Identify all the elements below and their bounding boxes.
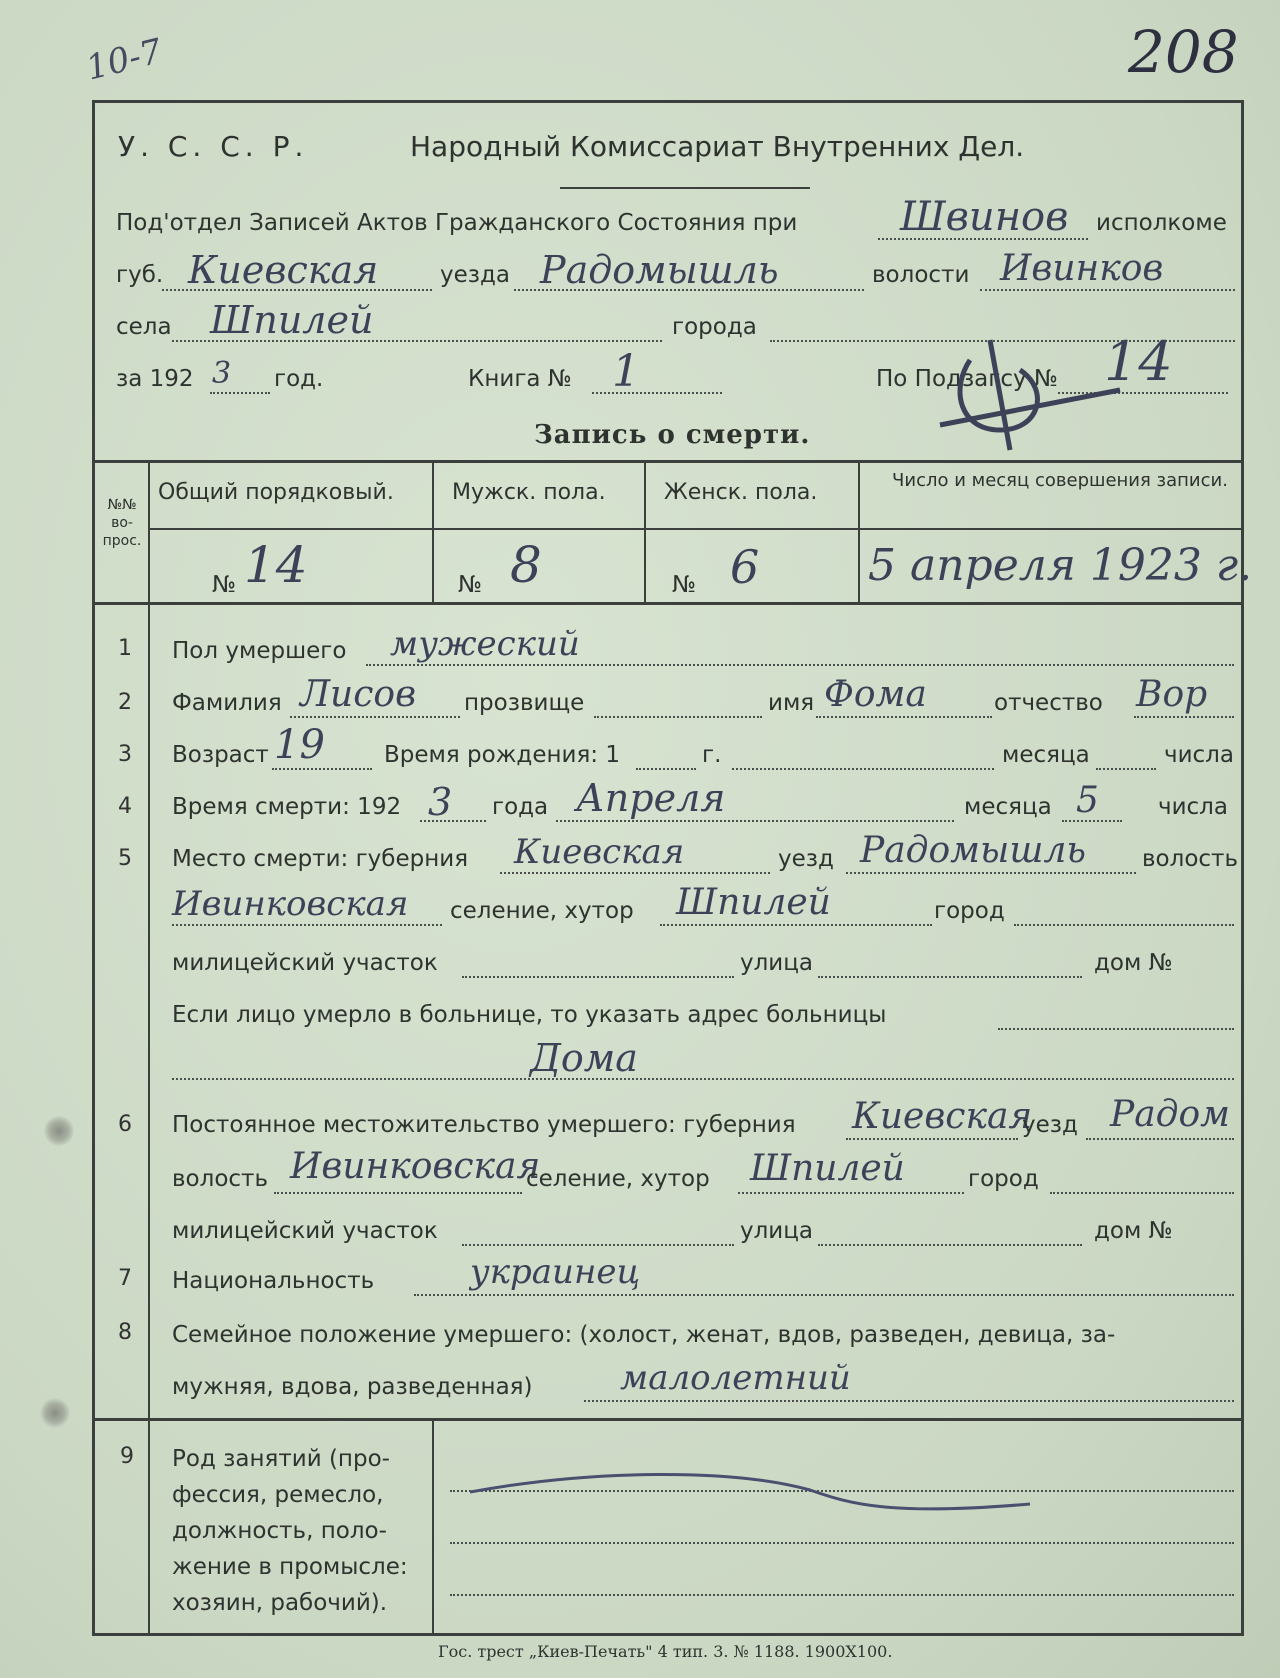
row-number-7: 7 [118,1266,132,1291]
corner-note-right: 208 [1128,18,1239,86]
kniga-label: Книга № [468,366,572,392]
hospital-line-2 [172,1078,1234,1080]
birth-day-line [1096,768,1156,770]
col-date-head: Число и месяц совершения записи. [892,470,1228,491]
row-number-6: 6 [118,1112,132,1137]
gub-value: Киевская [188,248,379,292]
nationality-label: Национальность [172,1268,375,1294]
god-label: год. [274,366,324,392]
punch-hole-bottom [40,1398,70,1428]
birth-line [636,768,696,770]
occupation-line-2 [450,1542,1234,1544]
summary-top-border [92,460,1244,463]
corner-note-left: 10-7 [82,31,167,89]
death-month-line [556,820,954,822]
res-uezd-label: уезд [1022,1112,1078,1138]
col-general-head: Общий порядковый. [158,480,394,505]
place-uezd-value: Радомышль [860,830,1086,871]
birth-month-label: месяца [1002,742,1090,768]
hospital-value: Дома [530,1036,638,1080]
res-selo-value: Шпилей [750,1148,905,1189]
uezd-label: уезда [440,262,510,288]
col-male-head: Мужск. пола. [452,480,606,505]
col-female-head: Женск. пола. [664,480,818,505]
family-label-line1: Семейное положение умершего: (холост, женат, вдов, разведен, девица, за- [172,1322,1116,1348]
summary-bottom-border [92,602,1244,605]
header-underline [560,187,810,189]
place-gorod-label: город [934,898,1005,924]
place-gub-line [500,872,770,874]
name-value: Фома [824,674,927,715]
street2-label: улица [740,1218,814,1244]
res-gub-line [846,1138,1018,1140]
question-column-divider [148,604,150,1634]
place-uezd-line [846,872,1136,874]
house2-label: дом № [1094,1218,1173,1244]
summary-vline-2 [432,460,434,604]
place-gorod-line [1014,924,1234,926]
nickname-label: прозвище [464,690,585,716]
age-line [272,768,372,770]
res-gub-value: Киевская [852,1096,1033,1137]
surname-value: Лисов [300,674,417,715]
res-uezd-line [1086,1138,1234,1140]
section-divider-9 [92,1418,1244,1421]
patronymic-value: Вор [1136,674,1208,715]
militia2-label: милицейский участок [172,1218,438,1244]
name-line [816,716,992,718]
commissariat-heading: Народный Комиссариат Внутренних Дел. [410,130,1025,163]
birth-day-label: числа [1164,742,1234,768]
occupation-label-5: хозяин, рабочий). [172,1590,388,1616]
street2-line [818,1244,1082,1246]
name-label: имя [768,690,815,716]
col-male-no: № [458,572,482,598]
punch-hole-top [44,1116,74,1146]
death-month-label: месяца [964,794,1052,820]
place-volost-value: Ивинковская [172,884,409,924]
age-value: 19 [274,722,325,768]
uezd-value: Радомышль [540,248,779,292]
subdept-suffix: исполкоме [1096,210,1227,236]
res-gorod-line [1050,1192,1234,1194]
place-uezd-label: уезд [778,846,834,872]
volost-line [980,289,1235,291]
podzagsu-value: 14 [1104,330,1173,393]
row-number-1: 1 [118,636,132,661]
house-label: дом № [1094,950,1173,976]
death-month-value: Апреля [576,776,726,820]
col-general-no: № [212,572,236,598]
occupation-label-2: фессия, ремесло, [172,1482,384,1508]
hospital-line-1 [998,1028,1234,1030]
death-year: 3 [428,780,453,824]
row-number-3: 3 [118,742,132,767]
place-selo-label: селение, хутор [450,898,634,924]
sex-line [366,664,1234,666]
volost-label: волости [872,262,970,288]
place-volost-label: волость [1142,846,1238,872]
goroda-label: города [672,314,757,340]
selo-value: Шпилей [210,298,374,342]
nickname-line [594,716,762,718]
hospital-label: Если лицо умерло в больнице, то указать адрес больницы [172,1002,887,1028]
militia-line [462,976,734,978]
gub-label: губ. [116,262,164,288]
death-day-value: 5 [1076,780,1099,821]
family-line [584,1400,1234,1402]
row-number-8: 8 [118,1320,132,1345]
summary-header-divider [150,528,1244,530]
nationality-line [414,1294,1234,1296]
summary-vline-3 [644,460,646,604]
res-uezd-value: Радом [1110,1094,1231,1135]
kniga-line [592,392,722,394]
occupation-label-3: должность, поло- [172,1518,387,1544]
sex-value: мужеский [390,624,580,664]
occupation-label-1: Род занятий (про- [172,1446,390,1472]
res-volost-value: Ивинковская [290,1146,541,1187]
street-line [818,976,1082,978]
za-line [210,392,270,394]
kniga-value: 1 [612,346,640,397]
col-male-value: 8 [510,536,542,594]
place-selo-line [660,924,932,926]
occupation-pen-stroke [470,1460,1090,1530]
summary-vline-4 [858,460,860,604]
republic-heading: У. С. С. Р. [118,130,309,163]
printer-footer: Гос. трест „Киев-Печать" 4 тип. 3. № 1188. 1900Х100. [438,1642,893,1661]
street-label: улица [740,950,814,976]
surname-label: Фамилия [172,690,282,716]
row-number-4: 4 [118,794,132,819]
death-label: Время смерти: 192 [172,794,402,820]
col-female-value: 6 [730,540,760,594]
res-selo-line [738,1192,964,1194]
patronymic-line [1134,716,1234,718]
family-value: малолетний [620,1358,851,1398]
militia-label: милицейский участок [172,950,438,976]
selo-label: села [116,314,172,340]
sex-label: Пол умершего [172,638,347,664]
surname-line [290,716,460,718]
summary-vline-1 [148,460,150,604]
place-selo-value: Шпилей [676,882,831,923]
record-title: Запись о смерти. [534,420,811,450]
large-pen-mark [930,330,1130,460]
question-col-label: №№ во-прос. [102,497,142,549]
residence-label: Постоянное местожительство умершего: губерния [172,1112,796,1138]
res-volost-label: волость [172,1166,268,1192]
occupation-divider [432,1420,434,1634]
place-label: Место смерти: губерния [172,846,469,872]
family-label-line2: мужняя, вдова, разведенная) [172,1374,533,1400]
subdept-label: Под'отдел Записей Актов Гражданского Состояния при [116,210,798,236]
row-number-9: 9 [120,1444,134,1469]
col-female-no: № [672,572,696,598]
birth-month-line [732,768,994,770]
col-general-value: 14 [244,536,308,594]
occupation-label-4: жение в промысле: [172,1554,408,1580]
volost-value: Ивинков [1000,248,1164,289]
za-label: за 192 [116,366,194,392]
row-number-5: 5 [118,846,132,871]
nationality-value: украинец [470,1252,641,1292]
birth-g: г. [702,742,722,768]
death-year-line [420,820,486,822]
birth-label: Время рождения: 1 [384,742,620,768]
place-gub-value: Киевская [514,832,685,872]
row-number-2: 2 [118,690,132,715]
militia2-line [462,1244,734,1246]
za-value: 3 [212,356,232,391]
death-god-label: года [492,794,549,820]
age-label: Возраст [172,742,269,768]
death-day-label: числа [1158,794,1228,820]
subdept-value: Швинов [900,194,1069,240]
patronymic-label: отчество [994,690,1103,716]
col-date-value: 5 апреля 1923 г. [868,540,1253,591]
place-volost-line [172,924,442,926]
res-selo-label: селение, хутор [526,1166,710,1192]
podzagsu-label: По Подзагсу № [876,366,1058,392]
res-gorod-label: город [968,1166,1039,1192]
res-volost-line [274,1192,522,1194]
occupation-line-3 [450,1594,1234,1596]
